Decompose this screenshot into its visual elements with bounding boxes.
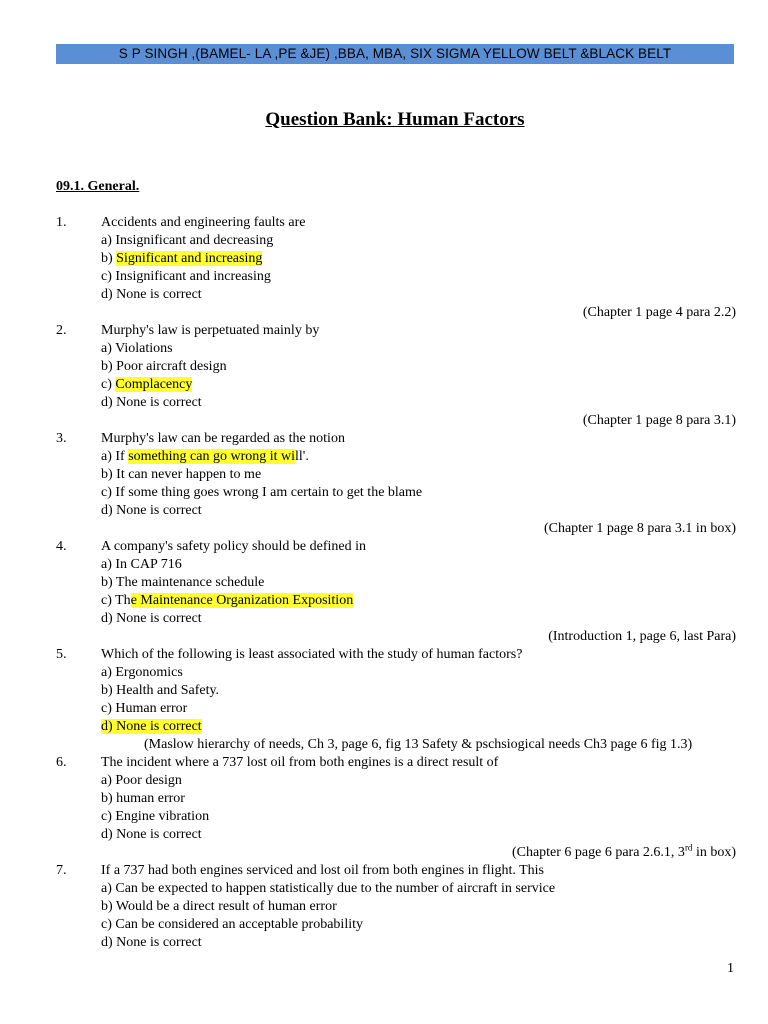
- author-line: S P SINGH ,(BAMEL- LA ,PE &JE) ,BBA, MBA, SIX SIGMA YELLOW BELT &BLACK BELT: [118, 46, 672, 61]
- option-b: b) Health and Safety.: [101, 683, 220, 698]
- question-number: 1.: [56, 215, 67, 230]
- option-b: b) human error: [101, 791, 185, 806]
- question-item: [56, 214, 736, 322]
- option-b: b) Would be a direct result of human error: [101, 899, 337, 914]
- question-text: Murphy's law is perpetuated mainly by: [101, 323, 320, 338]
- option-a: a) Poor design: [101, 773, 182, 788]
- question-item: [56, 862, 736, 952]
- option-d: d) None is correct: [101, 287, 202, 302]
- question-item: [56, 538, 736, 646]
- page-number: 1: [727, 961, 734, 976]
- option-d: d) None is correct: [101, 503, 202, 518]
- option-b: b) Poor aircraft design: [101, 359, 227, 374]
- question-text: Accidents and engineering faults are: [101, 215, 306, 230]
- option-d: d) None is correct: [101, 935, 202, 950]
- option-b: b) The maintenance schedule: [101, 575, 265, 590]
- option-c: c) The Maintenance Organization Exposition: [101, 593, 354, 608]
- answer-highlight: d) None is correct: [101, 719, 202, 734]
- answer-highlight: Complacency: [115, 377, 193, 392]
- option-a: a) Insignificant and decreasing: [101, 233, 274, 248]
- question-text: The incident where a 737 lost oil from both engines is a direct result of: [101, 755, 499, 770]
- option-c: c) Insignificant and increasing: [101, 269, 271, 284]
- document-title: Question Bank: Human Factors: [265, 109, 525, 130]
- chapter-reference: (Chapter 1 page 8 para 3.1): [582, 413, 736, 428]
- option-d: [101, 718, 202, 736]
- question-item: [56, 322, 736, 430]
- question-item: [56, 754, 736, 862]
- option-d: d) None is correct: [101, 611, 202, 626]
- option-d: d) None is correct: [101, 395, 202, 410]
- question-item: [56, 430, 736, 538]
- chapter-reference: (Maslow hierarchy of needs, Ch 3, page 6, fig 13 Safety & pschsiogical needs Ch3 page 6 fig 1.3): [144, 737, 693, 752]
- option-b: b) Significant and increasing: [101, 251, 263, 266]
- option-d: d) None is correct: [101, 827, 202, 842]
- option-b: b) It can never happen to me: [101, 467, 262, 482]
- chapter-reference: (Chapter 1 page 4 para 2.2): [582, 305, 736, 320]
- chapter-reference: (Chapter 6 page 6 para 2.6.1, 3rd in box): [511, 842, 736, 860]
- question-number: 2.: [56, 323, 67, 338]
- question-text: A company's safety policy should be defined in: [101, 539, 366, 554]
- chapter-reference: (Introduction 1, page 6, last Para): [548, 629, 736, 644]
- chapter-reference: (Chapter 1 page 8 para 3.1 in box): [543, 521, 736, 536]
- option-c: c) Can be considered an acceptable probability: [101, 917, 363, 932]
- question-number: 6.: [56, 755, 67, 770]
- option-a: a) If something can go wrong it will'.: [101, 449, 309, 464]
- question-number: 7.: [56, 863, 67, 878]
- author-header-band: [56, 44, 734, 64]
- answer-highlight: e Maintenance Organization Exposition: [130, 593, 354, 608]
- option-a: a) In CAP 716: [101, 557, 182, 572]
- question-item: [56, 646, 736, 754]
- section-heading: 09.1. General.: [56, 179, 140, 194]
- option-a: a) Violations: [101, 341, 173, 356]
- answer-highlight: something can go wrong it wi: [128, 449, 296, 464]
- question-text: Murphy's law can be regarded as the notion: [101, 431, 345, 446]
- question-number: 5.: [56, 647, 67, 662]
- option-c: c) If some thing goes wrong I am certain to get the blame: [101, 485, 423, 500]
- question-text: Which of the following is least associated with the study of human factors?: [101, 647, 523, 662]
- option-c: c) Human error: [101, 701, 188, 716]
- option-a: a) Ergonomics: [101, 665, 183, 680]
- question-number: 4.: [56, 539, 67, 554]
- option-c: c) Engine vibration: [101, 809, 210, 824]
- question-number: 3.: [56, 431, 67, 446]
- option-a: a) Can be expected to happen statistically due to the number of aircraft in service: [101, 881, 556, 896]
- option-c: c) Complacency: [101, 377, 193, 392]
- question-list: [56, 214, 736, 952]
- question-text: If a 737 had both engines serviced and lost oil from both engines in flight. This: [101, 863, 544, 878]
- answer-highlight: Significant and increasing: [116, 251, 263, 266]
